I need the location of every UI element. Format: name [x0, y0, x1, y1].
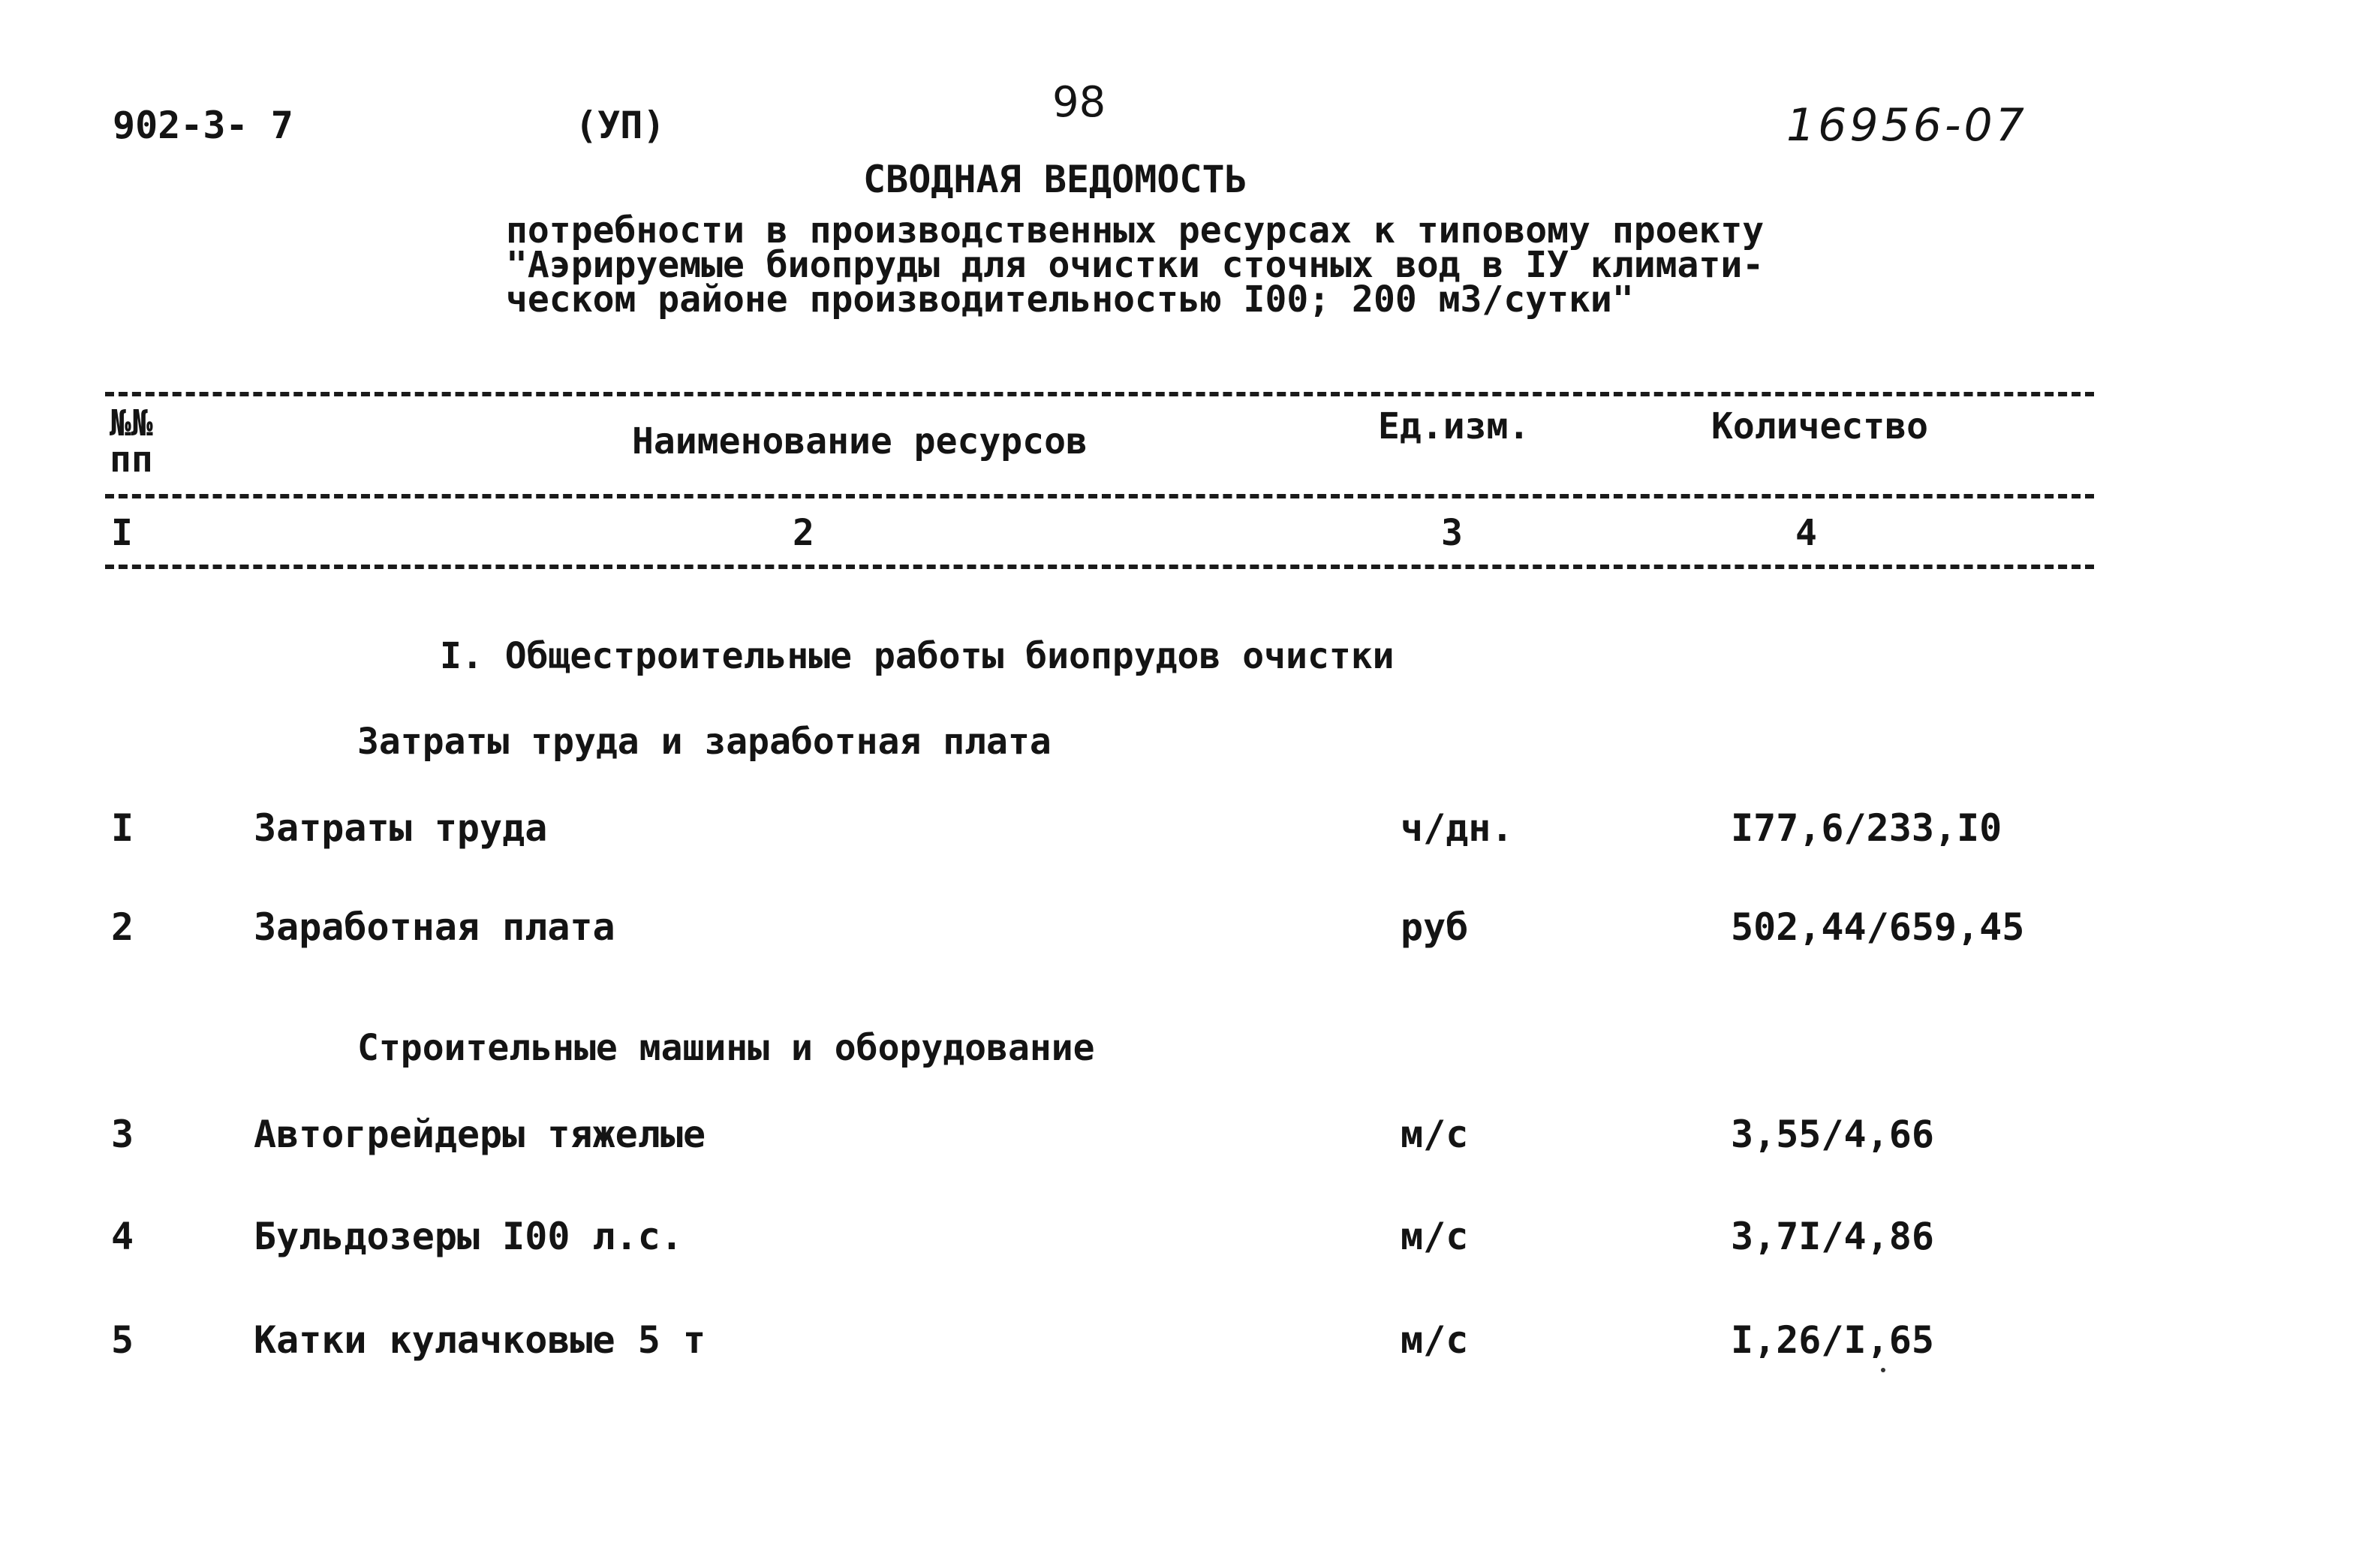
header-resource-name: Наименование ресурсов [632, 420, 1088, 462]
row-resource-name: Автогрейдеры тяжелые [254, 1113, 706, 1156]
row-num: 3 [111, 1113, 134, 1156]
doc-number: 16956-07 [1786, 99, 2027, 152]
subtitle-line: "Аэрируемые биопруды для очистки сточных вод в IУ климати- [506, 244, 1765, 286]
row-unit: м/с [1401, 1318, 1469, 1362]
doc-code: 902-3- 7 [113, 104, 293, 147]
document-title: СВОДНАЯ ВЕДОМОСТЬ [863, 158, 1247, 201]
row-quantity: I77,6/233,I0 [1731, 806, 2002, 850]
ink-speck [1881, 1368, 1885, 1372]
row-resource-name: Затраты труда [254, 806, 548, 850]
row-resource-name: Бульдозеры I00 л.с. [254, 1215, 683, 1258]
header-unit: Ед.изм. [1378, 405, 1530, 447]
table-rule-bottom [105, 565, 2094, 569]
doc-mark: (УП) [575, 104, 666, 147]
header-quantity: Количество [1711, 405, 1928, 447]
row-resource-name: Заработная плата [254, 905, 615, 949]
row-quantity: I,26/I,65 [1731, 1318, 1934, 1362]
column-number-2: 2 [793, 512, 814, 554]
row-quantity: 3,55/4,66 [1731, 1113, 1934, 1156]
row-quantity: 502,44/659,45 [1731, 905, 2025, 949]
page-number: 98 [1052, 78, 1106, 127]
table-rule-middle [105, 494, 2094, 498]
row-num: 2 [111, 905, 134, 949]
row-quantity: 3,7I/4,86 [1731, 1215, 1934, 1258]
column-number-1: I [111, 512, 133, 554]
row-unit: ч/дн. [1401, 806, 1514, 850]
row-num: I [111, 806, 134, 850]
row-unit: м/с [1401, 1113, 1469, 1156]
document-subtitle [506, 209, 1765, 321]
row-num: 5 [111, 1318, 134, 1362]
column-number-3: 3 [1441, 512, 1463, 554]
subtitle-line: потребности в производственных ресурсах к типовому проекту [506, 209, 1765, 251]
row-unit: м/с [1401, 1215, 1469, 1258]
subtitle-line: ческом районе производительностью I00; 200 м3/сутки" [506, 279, 1634, 321]
group-title-machines: Строительные машины и оборудование [357, 1027, 1095, 1069]
row-num: 4 [111, 1215, 134, 1258]
column-number-4: 4 [1795, 512, 1817, 554]
header-num-line2: пп [110, 438, 153, 480]
header-num-line1: №№ [110, 402, 153, 444]
section-title: I. Общестроительные работы биопрудов очистки [440, 635, 1395, 677]
group-title-labor: Затраты труда и заработная плата [357, 721, 1052, 763]
table-rule-top [105, 392, 2094, 396]
row-resource-name: Катки кулачковые 5 т [254, 1318, 706, 1362]
row-unit: руб [1401, 905, 1469, 949]
